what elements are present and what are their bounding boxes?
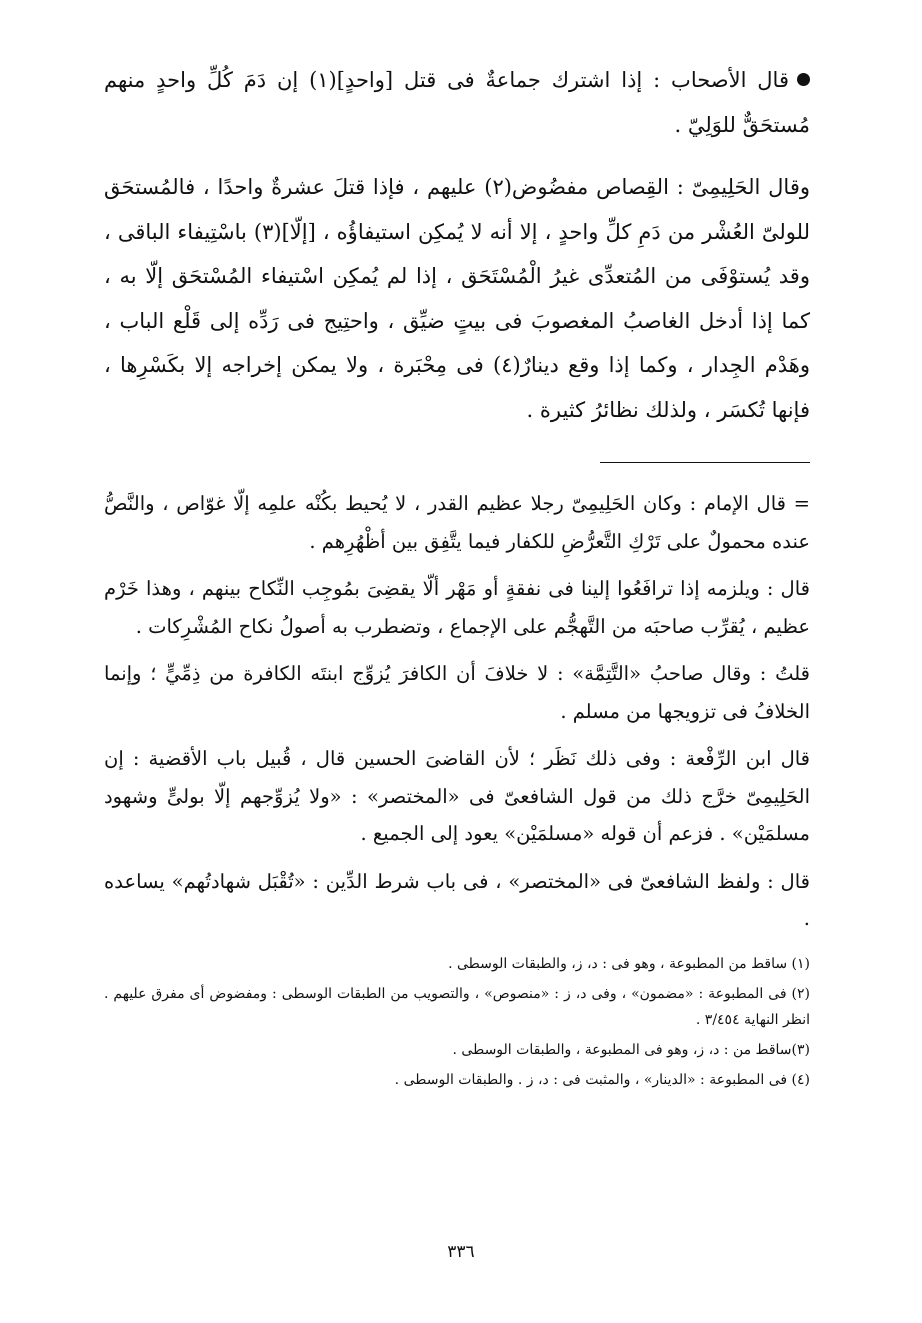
bullet-icon [797,73,810,86]
footnote-4: (٤) فى المطبوعة : «الدينار» ، والمثبت فى : د، ز . والطبقات الوسطى . [394,1071,810,1088]
note-paragraph-1: = قال الإمام : وكان الحَلِيمِىّ رجلا عظيم القدر ، لا يُحيط بكُنْه علمِه إلّا غوّاص ، والنَّصُّ عنده محمولٌ على تَرْكِ التَّعرُّضِ للكفار فيما يتَّفِق بين أظْهُرِهم . [104,492,810,553]
main-paragraph-1-text: قال الأصحاب : إذا اشترك جماعةٌ فى قتل [واحدٍ](١) إن دَمَ كُلِّ واحدٍ منهم مُستحَقٌّ للوَلِيّ . [104,68,810,137]
main-paragraph-1 [104,58,810,147]
note-paragraph-5: قال : ولفظ الشافعىّ فى «المختصر» ، فى باب شرط الدِّين : «تُقْبَل شهادتُهم» يساعده . [104,869,810,930]
page-number: ٣٣٦ [447,1242,475,1262]
note-paragraph-2: قال : ويلزمه إذا ترافَعُوا إلينا فى نفقةٍ أو مَهْر ألّا يقضِىَ بمُوجِب النِّكاح بينهم ، وهذا خَرْم عظيم ، يُقرِّب صاحبَه من التَّهجُّم على الإجماع ، وتضطرب به أصولُ نكاح المُشْرِكات . [104,577,810,638]
main-text [104,58,810,432]
page-content [104,58,810,1097]
footnote-3: (٣)ساقط من : د، ز، وهو فى المطبوعة ، والطبقات الوسطى . [452,1041,810,1058]
note-paragraph-3: قلتُ : وقال صاحبُ «التَّتِمَّة» : لا خلافَ أن الكافرَ يُزوِّج ابنتَه الكافرة من ذِمِّيٍّ ؛ وإنما الخلافُ فى تزويجها من مسلم . [104,662,810,723]
note-paragraph-4: قال ابن الرِّفْعة : وفى ذلك نَظَر ؛ لأن القاضىَ الحسين قال ، قُبيل باب الأقضية : إن الحَلِيمِىّ خرَّج ذلك من قول الشافعىّ فى «المختصر» : «ولا يُزوِّجهم إلّا بولىٍّ وشهود مسلمَيْن» . فزعم أن قوله «مسلمَيْن» يعود إلى الجميع . [104,747,810,845]
footnote-1: (١) ساقط من المطبوعة ، وهو فى : د، ز، والطبقات الوسطى . [448,955,810,972]
margin-notes [104,485,810,938]
section-divider [600,462,810,463]
footnote-2: (٢) فى المطبوعة : «مضمون» ، وفى د، ز : «منصوص» ، والتصويب من الطبقات الوسطى : ومفضوض أى مفرق عليهم . انظر النهاية ٣/٤٥٤ . [104,985,810,1028]
footnotes [104,951,810,1093]
main-paragraph-2: وقال الحَلِيمِىّ : القِصاص مفضُوض(٢) عليهم ، فإذا قتلَ عشرةٌ واحدًا ، فالمُستحَق للولىّ العُشْر من دَمِ كلِّ واحدٍ ، إلا أنه لا يُمكِن استيفاؤُه ، [إلّا](٣) باسْتِيفاء الباقى ، وقد يُستوْفَى من المُتعدِّى غيرُ الْمُسْتَحَق ، إذا لم يُمكِن اسْتيفاء المُسْتحَق إلّا به ، كما إذا أدخل الغاصبُ المغصوبَ فى بيتٍ ضيِّق ، واحتِيج فى رَدِّه إلى قَلْع الباب ، وهَدْم الجِدار ، وكما إذا وقع دينارٌ(٤) فى مِحْبَرة ، ولا يمكن إخراجه إلا بكَسْرِها ، فإنها تُكسَر ، ولذلك نظائرُ كثيرة . [104,175,811,422]
